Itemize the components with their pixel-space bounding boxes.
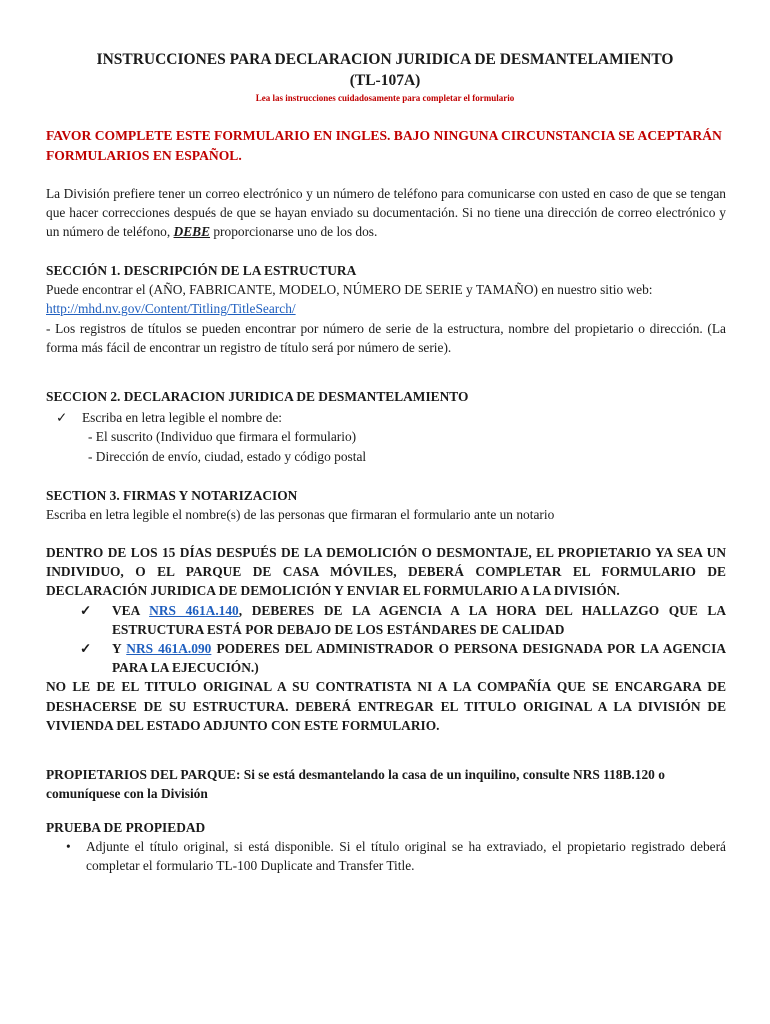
check-icon: ✓ — [56, 410, 68, 426]
notice-item-1 — [46, 601, 726, 639]
section-2-check-item — [46, 408, 726, 427]
section-2-sub-2: - Dirección de envío, ciudad, estado y código postal — [88, 448, 367, 464]
section-3-text: Escriba en letra legible el nombre(s) de las personas que firmaran el formulario ante un notario — [46, 507, 555, 523]
nrs-461a-140-link[interactable]: NRS 461A.140 — [149, 602, 239, 618]
notice-paragraph-2: NO LE DE EL TITULO ORIGINAL A SU CONTRATISTA NI A LA COMPAÑÍA QUE SE ENCARGARA DE DESHACERSE DE SU ESTRUCTURA. DEBERÁ ENTREGAR EL TITULO ORIGINAL A LA DIVISIÓN DE VIVIENDA DEL ESTADO ADJUNTO CON ESTE FORMULARIO. — [46, 679, 726, 733]
title-line-2: (TL-107A) — [349, 72, 421, 89]
section-2 — [46, 387, 726, 466]
proof-heading: PRUEBA DE PROPIEDAD — [46, 820, 206, 835]
check-icon: ✓ — [80, 602, 92, 618]
section-2-sub-1: - El suscrito (Individuo que firmara el formulario) — [88, 429, 357, 445]
document-subtitle: Lea las instrucciones cuidadosamente para completar el formulario — [255, 93, 515, 103]
notice-item-1-text: , DEBERES DE LA AGENCIA A LA HORA DEL HALLAZGO QUE LA ESTRUCTURA ESTÁ POR DEBAJO DE LOS ESTÁNDARES DE CALIDAD — [112, 602, 726, 637]
notice-paragraph-1: DENTRO DE LOS 15 DÍAS DESPUÉS DE LA DEMOLICIÓN O DESMONTAJE, EL PROPIETARIO YA SEA UN INDIVIDUO, O EL PARQUE DE CASA MÓVILES, DEBERÁ COMPLETAR EL FORMULARIO DE DECLARACIÓN JURIDICA DE DEMOLICIÓN Y ENVIAR EL FORMULARIO A LA DIVISIÓN. — [46, 545, 726, 599]
section-1 — [46, 261, 726, 357]
notice-item-2-text: PODERES DEL ADMINISTRADOR O PERSONA DESIGNADA POR LA AGENCIA PARA LA EJECUCIÓN.) — [112, 641, 726, 676]
document-title — [40, 49, 730, 91]
proof-of-ownership — [46, 818, 726, 876]
section-1-line: Puede encontrar el (AÑO, FABRICANTE, MODELO, NÚMERO DE SERIE y TAMAÑO) en nuestro sitio web: — [46, 282, 653, 298]
title-search-link[interactable]: http://mhd.nv.gov/Content/Titling/TitleSearch/ — [46, 301, 296, 317]
intro-text-after: proporcionarse uno de los dos. — [210, 224, 378, 240]
section-3-heading: SECTION 3. FIRMAS Y NOTARIZACION — [46, 488, 298, 503]
nrs-461a-090-link[interactable]: NRS 461A.090 — [126, 641, 212, 657]
section-2-heading: SECCION 2. DECLARACION JURIDICA DE DESMANTELAMIENTO — [46, 389, 469, 404]
park-owners-note: PROPIETARIOS DEL PARQUE: Si se está desmantelando la casa de un inquilino, consulte NRS 118B.120 o comuníquese con la División — [46, 767, 665, 802]
notice-item-2 — [46, 639, 726, 677]
proof-bullet-text: Adjunte el título original, si está disponible. Si el título original se ha extraviado, el propietario registrado deberá completar el formulario TL-100 Duplicate and Transfer Title. — [86, 839, 726, 874]
section-2-check-text: Escriba en letra legible el nombre de: — [82, 410, 283, 426]
language-warning: FAVOR COMPLETE ESTE FORMULARIO EN INGLES. BAJO NINGUNA CIRCUNSTANCIA SE ACEPTARÁN FORMULARIOS EN ESPAÑOL. — [46, 128, 722, 163]
intro-emphasis: DEBE — [173, 224, 211, 240]
notice-item-1-prefix: VEA — [112, 602, 150, 618]
demolition-notice — [46, 543, 726, 735]
section-3 — [46, 486, 726, 524]
proof-bullet-item — [46, 837, 726, 875]
section-1-note: - Los registros de títulos se pueden encontrar por número de serie de la estructura, nombre del propietario o dirección. (La forma más fácil de encontrar un registro de título será por número de serie). — [46, 320, 726, 355]
title-line-1: INSTRUCCIONES PARA DECLARACION JURIDICA DE DESMANTELAMIENTO — [96, 51, 674, 68]
check-icon: ✓ — [80, 641, 92, 657]
bullet-icon: • — [66, 839, 71, 855]
notice-item-2-prefix: Y — [112, 641, 127, 657]
intro-paragraph — [46, 184, 726, 242]
intro-text-before: La División prefiere tener un correo electrónico y un número de teléfono para comunicarse con usted en caso de que se tengan que hacer correcciones después de que se hayan enviado su documentación. Si no tiene una dirección de correo electrónico y un número de teléfono, — [46, 186, 726, 240]
section-1-heading: SECCIÓN 1. DESCRIPCIÓN DE LA ESTRUCTURA — [46, 263, 357, 278]
